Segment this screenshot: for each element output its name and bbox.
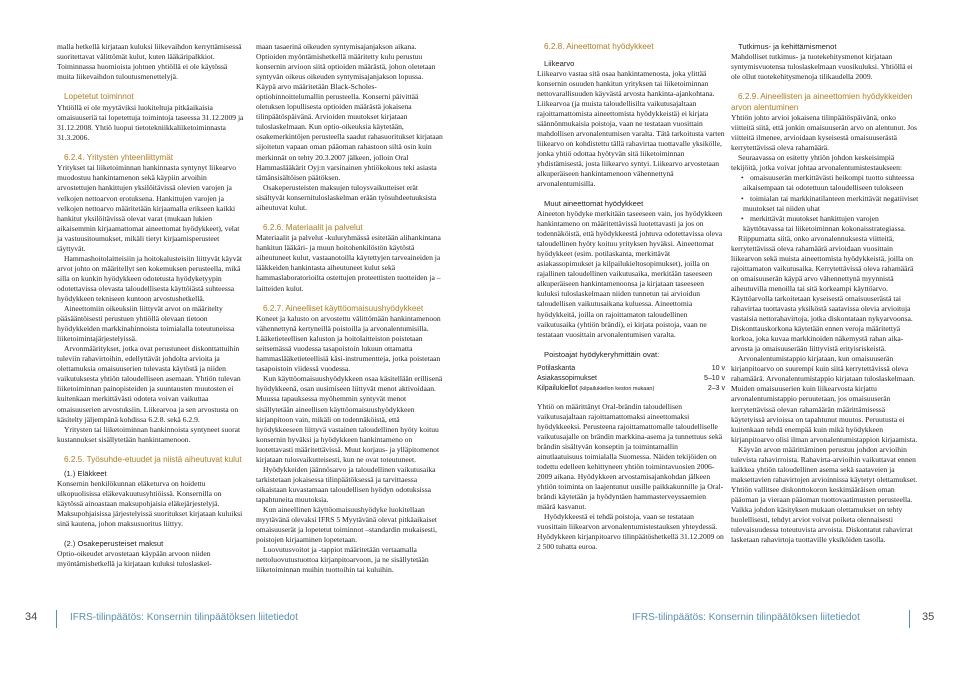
table-cell-label: Asiakassopimukset <box>537 374 597 382</box>
subheading-elakkeet: (1.) Eläkkeet <box>64 469 107 479</box>
bullet-item: • omaisuuserän merkittävästi heikompi tuotto suhteessa aikaisempaan tai odotettuun taloudelliseen tulokseen <box>731 173 919 193</box>
paragraph: Liikearvo vastaa sitä osaa hankintamenosta, joka ylittää konsernin osuuden hankitun yrityksen tai liiketoiminnan nettovarallisuuden käyvästä arvosta hankinta-ajankohtana. Liikearvoa (ja muista taloudellisilta vaikutusajaltaan rajoittamattomista aineettomista hyödykkeistä) ei kirjata säännönmukaisia poistoja, vaan ne testataan vuosittain mahdollisen arvonalentumisen varalta. Tätä tarkoitusta varten liikearvo on kohdistettu tällä rahavirtaa tuottavalle yksikölle, jonka yhtiö odottaa hyötyvän sitä liiketoiminnan yhdistämisestä, josta liikearvo syntyi. Liikearvo arvostetaan alkuperäiseen hankintamenoon vähennettynä arvonalentumisilla. <box>537 68 725 189</box>
subheading-tutkimus: Tutkimus- ja kehittämismenot <box>738 42 837 51</box>
paragraph: Osakeperusteisten maksujen tuloysvaikutteiset erät sisältyvät konsernituloslaskelman erään työsuhdeetuuksista aiheutuvat kulut. <box>256 182 437 212</box>
footer-divider <box>909 610 910 628</box>
page-footer <box>0 611 960 627</box>
paragraph: Konsernin henkilökunnan eläketurva on hoidettu ulkopuolisissa eläkevakuutusyhtiöissä. Konsernilla on käytössä ainoastaan maksupohjaisia eläkejärjestelyjä. Maksupohjaisissa järjestelyissä suoritukset kirjataan kuluiksi sinä kautena, johon maksusuoritus liittyy. <box>57 479 243 529</box>
paragraph: Yhtiön johto arvioi jokaisena tilinpäätöspäivänä, onko viitteitä siitä, että jonkin omaisuuserän arvo on alentunut. Jos viitteitä ilmenee, arvioidaan kyseisestä omaisuuserästä kerrytettävissä oleva rahamäärä. <box>731 113 918 153</box>
paragraph: Aineettomiin oikeuksiin liittyvät arvot on määritelty pääsääntöisesti perustuen yhtiöllä olevaan tietoon hyödykkeiden markkinahinnoista toimialalla toteutuneissa liiketoimintajärjestelyissä. <box>57 304 235 344</box>
paragraph: Hammashoitolaitteisiin ja hoitokalusteisiin liittyvät käyvät arvot johto on määritellyt sen kokemuksen perusteella, mikä silla on kunkin hyödykkeen odotetusta hyödyketyypin odotettavissa olevasta taloudellisesta käyttöiästä suhteessa hyödykkeen tekniseen kuntoon arvostushetkellä. <box>57 253 243 303</box>
section-heading-628: 6.2.8. Aineettomat hyödykkeet <box>544 42 654 51</box>
paragraph: Optio-oikeudet arvostetaan käypään arvoon niiden myöntämishetkellä ja kirjataan kuluksi tuloslaskel- <box>57 549 212 569</box>
paragraph: Kun käyttöomaisuushyödykkeen osaa käsitellään erillisenä hyödykkeenä, osan uusimiseen liittyvät menot aktivoidaan. Muussa tapauksessa myöhemmin syntyvät menot sisällytetään aineellisen käyttöomaisuushyödykkeen kirjanpitoon vain, mikäli on todennäköistä, että hyödykkeeseen liittyvä vastainen taloudellinen hyöty koituu konsernin hyväksi ja hyödykkeen hankintameno on luotettavasti määritettävissä. Muut korjaus- ja ylläpitomenot kirjataan tulosvaikutteisesti, kun ne ovat toteutuneet. <box>256 374 443 464</box>
depreciation-table <box>537 364 725 394</box>
subheading-liikearvo: Liikearvo <box>544 58 575 68</box>
column-4 <box>731 42 919 545</box>
paragraph: Mahdolliset tutkimus- ja tuotekehitysmenot kirjataan syntymisvuotensa tuloslaskelmaan vuosikuluksi. Yhtiöllä ei ole ollut tuotekehitysmenoja tilikaudella 2009. <box>731 52 913 82</box>
section-heading-625: 6.2.5. Työsuhde-etuudet ja niistä aiheutuvat kulut <box>64 454 242 464</box>
paragraph: Koneet ja kalusto on arvostettu välittömään hankintamenoon vähennettynä kertyneillä poistoilla ja arvonalentumisilla. Lääketieteellisen kaluston ja hoitolaitteiston poistetaan seitsemässä vuodessa tasapoistoin lukuun ottamatta hammaslääketieteellisiä käsi-instrumentteja, jotka poistetaan tasapoistoin viidessä vuodessa. <box>256 314 441 374</box>
paragraph: Yritysten tai liiketoiminnan hankinnoista syntyneet suorat kustannukset sisällytetään hankintamenoon. <box>57 424 241 444</box>
paragraph: Yhtiö on määrittänyt Oral-brändin taloudellisen vaikutusajaltaan rajoittamattomaksi aineettomaksi hyödykkeeksi. Perusteena rajoittamattomalle taloudelliselle vaikutusajalle on brändin markkina-asema ja tunnettuus sekä brändin sisältyvän konseptin ja toimintamallin ainutlaatuisuus toimialalla Suomessa. Näiden tekijöiden on todettu edelleen kehittyneen yhtiön toimintavuosien 2006-2009 aikana. Hyödykkeen arvostamisajankohdan jälkeen yhtiön toiminta on laajentunut uusille paikkakunnille ja Oral-brändi käytetään ja hyödyntäen hammasterveyssaemien määrä kasvanut. <box>537 401 724 512</box>
paragraph: Yritykset tai liiketoiminnan hankinnasta syntynyt liikearvo muodostuu hankintamenon sekä käypiin arvoihin arvostettujen hankittujen yksilöitävissä olevien varojen ja velkojen nettoarvon erotuksena. Hankittujen varojen ja velkojen nettoarvo määritetään kirjaamalla erikseen kaikki hankitut yksilöitävissä olevat varat (mukaan lukien aikaisemmin kirjaamattomat aineettomat hyödykkeet), velat ja vastuusitoumukset, mikäli tietyt kirjaamisperusteet täyttyvät. <box>57 163 240 253</box>
table-cell-value: 5–10 v <box>703 374 725 382</box>
paragraph: Yhtiöllä ei ole myytäviksi luokiteltuja pitkäaikaisia omaisuuseriä tai lopetettuja toimintoja taseessa 31.12.2009 ja 31.12.2008. Yhtiö luopui tietotekniikkaliiketoiminnasta 31.3.2006. <box>57 102 244 142</box>
subheading-osakeperusteiset: (2.) Osakeperusteiset maksut <box>64 539 164 549</box>
table-cell-value: 2–3 v <box>707 384 725 392</box>
paragraph: Aineeton hyödyke merkitään taseeseen vain, jos hyödykkeen hankintameno on määritettävissä luotettavasti ja jos on todennäköistä, että hyödykkeestä johtuva odotettavissa oleva taloudellinen hyöty koituu yrityksen hyväksi. Aineettomat hyödykkeet (esim. potilaskanta, merkittävät asiakassopimukset ja kilpailukieltosopimukset), joilla on rajallinen taloudellinen vaikutusaika, merkitään taseeseen alkuperäiseen hankintamenoonsa ja kirjataan taseeseen kuluksi tuloslaskelmaan niiden tunnetun tai arvioidun taloudellisen vaikutusaikana kuluessa. Aineettomia hyödykkeitä, joilla on rajoittamaton taloudellinen vaikutusaika (yhtiön brändi), ei kirjata poistoja, vaan ne testataan vuosittain arvonalentumisen varalta. <box>537 209 723 339</box>
section-heading-629: 6.2.9. Aineellisten ja aineettomien hyödykkeiden arvon alentuminen <box>731 92 913 112</box>
paragraph: Kun aineellinen käyttöomaisuushyödyke luokitellaan myytävänä olevaksi IFRS 5 Myytävänä olevat pitkäaikaiset omaisuuserät ja lopetetut toiminnot –standardin mukaisesti, poistojen kirjaaminen lopetetaan. <box>256 504 437 545</box>
table-cell-label: Kilpailukiellot (kilpailukiellon keston mukaan) <box>537 384 655 392</box>
table-cell-label: Potilaskanta <box>537 364 576 372</box>
paragraph: Riippumatta siitä, onko arvonalennuksesta viitteitä, kerrytettävissä oleva rahamäärä arvioidaan vuosittain liikearvon sekä muista aineettomista hyödykkeistä, joilla on rajoittamaton vaikutusaika. Kerrytettävissä oleva rahamäärä on omaisuuserän käypä arvo vähennettynä myynnistä aiheutuvilla menoilla tai sitä korkeampi käyttöarvo. Käyttöarvolla tarkoitetaan kyseisestä omaisuuserästä tai rahavirtaa tuottavasta yksiköstä saatavissa olevia arvioituja vastaisia nettorahavirtoja, jotka diskontataan nykyarvoonsa. Diskonttauskorkona käytetään ennen veroja määritettyä korkoa, joka kuvaa markkinoiden näkemystä rahan aika-arvosta ja omaisuuserään liittyvistä erityisriskeistä. <box>731 233 914 354</box>
table-row <box>537 374 725 384</box>
section-heading-627: 6.2.7. Aineelliset käyttöomaisuushyödykkeet <box>263 303 424 313</box>
section-heading-lopetetut: Lopetetut toiminnot <box>64 92 134 102</box>
footer-divider <box>56 610 57 628</box>
bullet-item: • merkittävät muutokset hankittujen varojen käyttötavassa tai liiketoiminnan kokonaisstrategiassa. <box>731 214 919 234</box>
paragraph: Hyödykkeestä ei tehdä poistoja, vaan se testataan vuosittain liikearvon arvonalentumistestauksen yhteydessä. Hyödykkeen kirjanpitoarvo tilinpäätöshetkellä 31.12.2009 on 2 500 tuhatta euroa. <box>537 512 724 552</box>
page-number-right: 35 <box>922 611 935 623</box>
subheading-poistoajat: Poistoajat hyödykeryhmittäin ovat: <box>544 349 660 359</box>
footer-title-right: IFRS-tilinpäätös: Konsernin tilinpäätöksen liitetiedot <box>632 612 860 623</box>
paragraph: Arvonmääritykset, jotka ovat perustuneet diskonttattuihin tuleviin rahavirtoihin, edellyttävät johdolta arvioita ja olettamuksia omaisuuserien tulevasta käytöstä ja niiden vaikutuksesta yhtiön taloudelliseen asemaan. Yhtiön tulevan liiketoiminnan painopisteiden ja suuntausten muutosten ei kuitenkaan merkittävästi odoteta voivan vaikuttaa omaisuuserien arvostuksiin. Liikearvoa ja sen arvostusta on käsitelty jäljempänä kohdissa 6.2.8. sekä 6.2.9. <box>57 344 241 424</box>
paragraph: Seuraavassa on esitetty yhtiön johdon keskeisimpiä tekijöitä, jotka voivat johtaa arvonalentumistestaukseen: <box>731 153 903 173</box>
section-heading-624: 6.2.4. Yritysten yhteenliittymät <box>64 152 174 162</box>
paragraph: Käyvän arvon määrittäminen perustuu johdon arvioihin tulevista rahavirroista. Rahavirta-arvioihin vaikuttavat ennen kaikkea yhtiön taloudellinen asema sekä saataveien ja maksettavien rahavirtojen arvioinnissa käytetyt olettamukset. Yhtiön vallitsee diskonttokoron keskimääräisen oman pääoman ja vieraan pääoman tuottovaatimusten perusteella. Vaikka johdon käsityksen mukaan olettamukset on tehty huolellisesti, tehdyt arviot voivat poiketa olennaisesti tulevaisuudessa toteutuvista arvoista. Diskontatut rahavirrat lasketaan rahavirtoja tuottaville yksiköiden tasolla. <box>731 444 918 545</box>
paragraph: Hyödykkeiden jäännösarvo ja taloudellinen vaikutusaika tarkistetaan jokaisessa tilinpäätöksessä ja tarvittaessa oikaistaan kuvastamaan taloudellisen hyödyn odotuksissa tapahtuneita muutoksia. <box>256 464 436 504</box>
table-row <box>537 364 725 374</box>
section-heading-626: 6.2.6. Materiaalit ja palvelut <box>263 222 363 232</box>
page-number-left: 34 <box>25 611 38 623</box>
paragraph: maan tasaerinä oikeuden syntymisajanjakson aikana. Optioiden myöntämishetkellä määritetty kulu perustuu konsernin arvioon siitä optioiden määrästä, johon oletetaan syntyvän oikeus oikeuden syntymisajanjakson lopussa. Käypä arvo määritetään Black-Scholes-optiohinnoittelumallin perusteella. Konserni päivittää oletuksen lopullisesta optioiden määrästä jokaisena tilinpäätöspäivänä. Arvioiden muutokset kirjataan tuloslaskelmaan. Kun optio-oikeuksia käytetään, osakemerkintöjen perusteella saadut rahasuoritukset kirjataan sijoitetun vapaan oman pääoman rahastoon siltä osin kuin merkinnät on tehty 20.3.2007 jälkeen, jolloin Oral Hammaslääkärit Oyj:n varsinainen yhtiökokous teki asiasta tämänsisältöisen päätöksen. <box>256 42 443 182</box>
table-cell-value: 10 v <box>711 364 725 372</box>
table-row <box>537 384 725 394</box>
column-2 <box>256 42 444 575</box>
column-1 <box>57 42 245 570</box>
paragraph: Arvonalentumistappio kirjataan, kun omaisuuserän kirjanpitoarvo on suurempi kuin siitä kerrytettävissä oleva rahamäärä. Arvonalentumistappio kirjataan tuloslaskelmaan. Muiden omaisuuserien kuin liikearvosta kirjattu arvonalentumistappio peruutetaan, jos omaisuuserän kerrytettävissä olevan rahamäärän määrittämisessä käytetyissä arvioissa on tapahtunut muutos. Peruutusta ei kuitenkaan tehdä enempää kuin mikä hyödykkeen kirjanpitoarvo olisi ilman arvonalentumistappion kirjaamista. <box>731 354 918 444</box>
subheading-muut-aineettomat: Muut aineettomat hyödykkeet <box>544 199 644 209</box>
paragraph: malla hetkellä kirjataan kuluksi liikevaihdon kerryttämisessä suoritettavat välittömät kulut, kuten lääkäripalkkiot. Toiminnassa huomioista johtuen yhtiöllä ei ole käytössä muita liikevaihdon tuloutusmenettelyjä. <box>57 42 242 82</box>
bullet-item: • toimialan tai markkinatilanteen merkittävät negatiiviset muutokset tai niiden uhat <box>731 194 919 214</box>
paragraph: Materiaalit ja palvelut -kuluryhmässä esitetään alihankintana hankitun lääkäri- ja muun hoitohenkilöstön käytöstä aiheutuneet kulut, vastaanotoilla käytettyjen tarveaineiden ja lääkkeiden hankintasta aiheutuneet kulut sekä hammaslaboratorioilta ostettujen proteettisten tuotteiden ja –laitteiden kulut. <box>256 233 441 293</box>
paragraph: Luovutusvoitot ja -tappiot määritetään vertaamalla nettoluovutustuottoa kirjanpitoarvoon, ja ne sisällytetään liiketoiminnan muihin tuottoihin tai kuluihin. <box>256 545 429 575</box>
column-3 <box>537 42 725 552</box>
footer-title-left: IFRS-tilinpäätös: Konsernin tilinpäätöksen liitetiedot <box>70 612 298 623</box>
